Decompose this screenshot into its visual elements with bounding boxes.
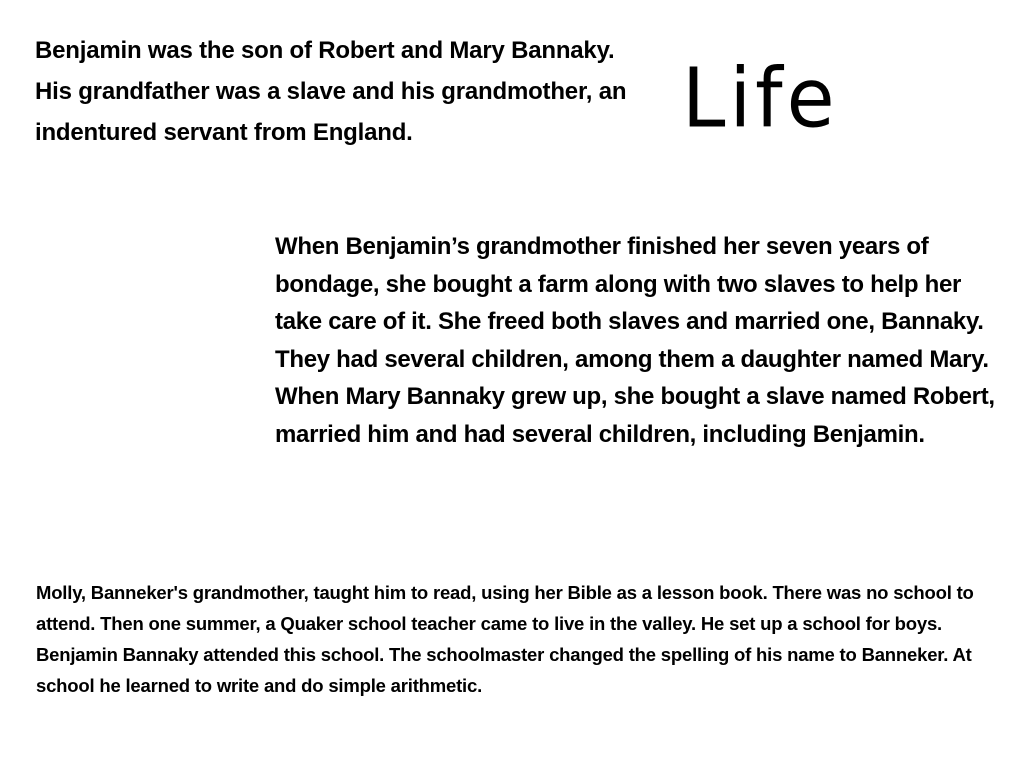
grandmother-paragraph: When Benjamin’s grandmother finished her seven years of bondage, she bought a farm along with two slaves to help her take care of it. She freed both slaves and married one, Bannaky. They had several children, among them a daughter named Mary. When Mary Bannaky grew up, she bought a slave named Robert, married him and had several children, including Benjamin. xyxy=(275,233,995,448)
intro-paragraph: Benjamin was the son of Robert and Mary Bannaky. His grandfather was a slave and his grandmother, an indentured servant from England. xyxy=(35,37,627,146)
education-paragraph: Molly, Banneker's grandmother, taught him to read, using her Bible as a lesson book. There was no school to attend. Then one summer, a Quaker school teacher came to live in the valley. He set up a school for boys. Benjamin Bannaky attended this school. The schoolmaster changed the spelling of his name to Banneker. At school he learned to write and do simple arithmetic. xyxy=(36,582,974,696)
slide-title: Life xyxy=(682,52,839,147)
